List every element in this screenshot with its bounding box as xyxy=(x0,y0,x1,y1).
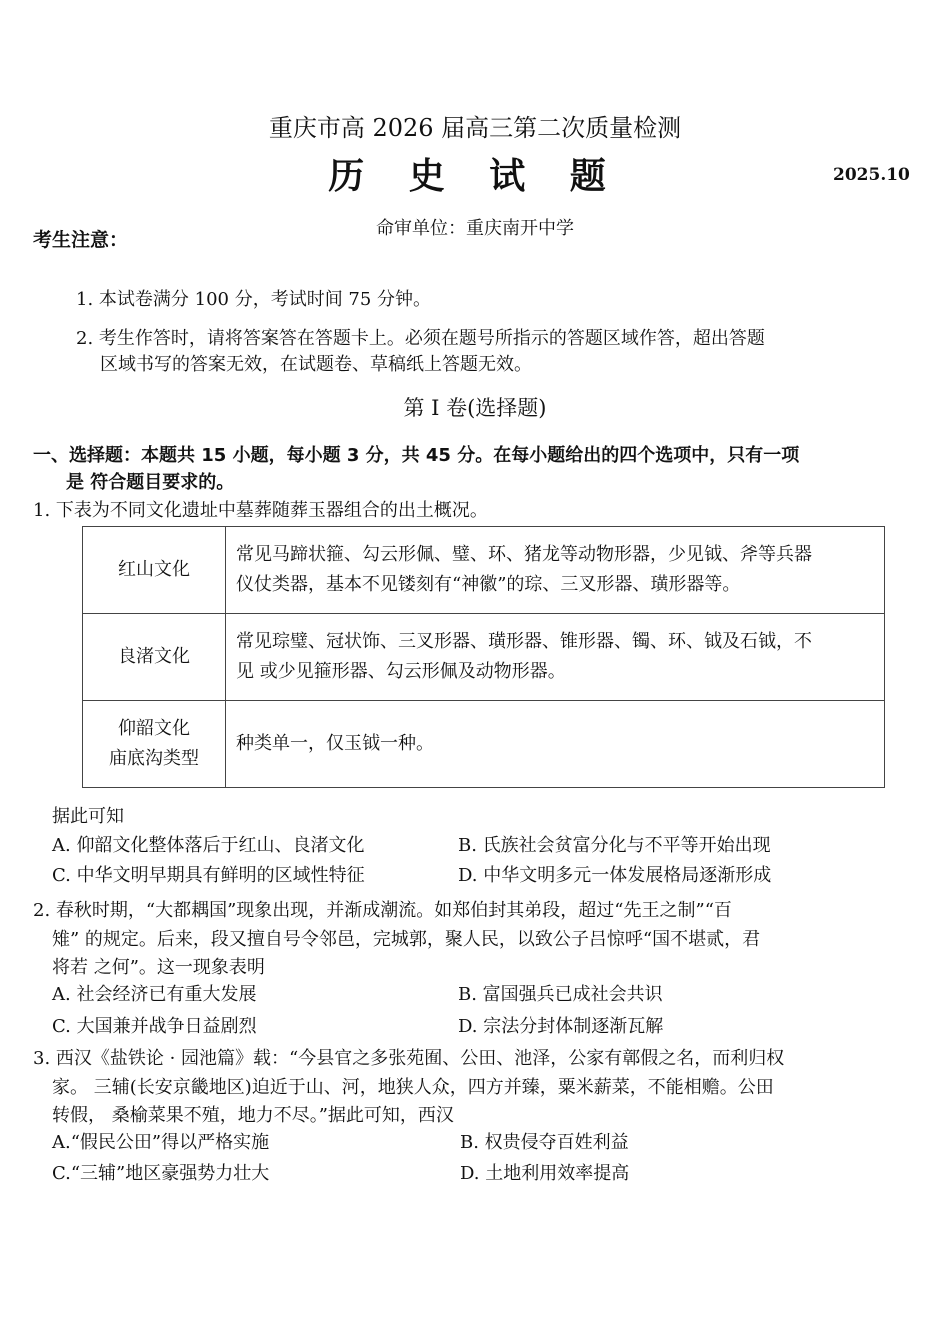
q2-line3: 将若 之何”。这一现象表明 xyxy=(52,957,265,978)
q3-option-c: C.“三辅”地区豪强势力壮大 xyxy=(52,1163,270,1184)
table-cell-culture: 良渚文化 xyxy=(83,614,226,701)
q2-option-a: A. 社会经济已有重大发展 xyxy=(52,984,257,1005)
q3-line2: 家。 三辅(长安京畿地区)迫近于山、河，地狭人众，四方并臻，粟米薪菜，不能相赡。公田 xyxy=(52,1077,774,1098)
q1-option-c: C. 中华文明早期具有鲜明的区域性特征 xyxy=(52,865,365,886)
table-cell-description: 种类单一，仅玉钺一种。 xyxy=(226,701,885,788)
q1-option-b: B. 氏族社会贫富分化与不平等开始出现 xyxy=(458,835,771,856)
q3-line3: 转假， 桑榆菜果不殖，地力不尽。”据此可知，西汉 xyxy=(52,1105,454,1126)
table-cell-culture: 红山文化 xyxy=(83,527,226,614)
notice-item-1: 1. 本试卷满分 100 分，考试时间 75 分钟。 xyxy=(76,289,432,310)
q3-option-b: B. 权贵侵夺百姓利益 xyxy=(460,1132,629,1153)
q1-option-d: D. 中华文明多元一体发展格局逐渐形成 xyxy=(458,865,772,886)
q1-table xyxy=(82,526,885,788)
notice-item-2-line2: 区域书写的答案无效，在试题卷、草稿纸上答题无效。 xyxy=(100,354,532,375)
section-title: 第 I 卷(选择题) xyxy=(403,396,547,420)
setter-unit: 命审单位：重庆南开中学 xyxy=(376,218,574,239)
q3-option-a: A.“假民公田”得以严格实施 xyxy=(52,1132,270,1153)
part1-instructions-line2: 是 符合题目要求的。 xyxy=(66,472,235,493)
exam-date: 2025.10 xyxy=(833,165,910,185)
exam-title: 重庆市高 2026 届高三第二次质量检测 xyxy=(268,114,682,142)
q1-stem: 1. 下表为不同文化遗址中墓葬随葬玉器组合的出土概况。 xyxy=(33,500,488,521)
q2-line2: 雉” 的规定。后来，段又擅自号令邻邑，完城郭，聚人民，以致公子吕惊呼“国不堪贰，君 xyxy=(52,929,761,950)
q2-line1: 2. 春秋时期，“大都耦国”现象出现，并渐成潮流。如郑伯封其弟段，超过“先王之制”“百 xyxy=(33,900,732,921)
q3-line1: 3. 西汉《盐铁论 · 园池篇》载：“今县官之多张苑囿、公田、池泽，公家有鄣假之名，而利归权 xyxy=(33,1048,785,1069)
subject-title: 历 史 试 题 xyxy=(328,155,622,197)
q2-option-b: B. 富国强兵已成社会共识 xyxy=(458,984,663,1005)
q3-option-d: D. 土地利用效率提高 xyxy=(460,1163,630,1184)
table-cell-culture: 仰韶文化 庙底沟类型 xyxy=(83,701,226,788)
table-row xyxy=(83,614,885,701)
q2-option-c: C. 大国兼并战争日益剧烈 xyxy=(52,1016,257,1037)
table-cell-description: 常见马蹄状箍、勾云形佩、璧、环、猪龙等动物形器，少见钺、斧等兵器 仪仗类器，基本不见镂刻有“神徽”的琮、三叉形器、璜形器等。 xyxy=(226,527,885,614)
q2-option-d: D. 宗法分封体制逐渐瓦解 xyxy=(458,1016,664,1037)
table-row xyxy=(83,701,885,788)
part1-instructions-line1: 一、选择题：本题共 15 小题，每小题 3 分，共 45 分。在每小题给出的四个选项中，只有一项 xyxy=(33,445,800,466)
table-cell-description: 常见琮璧、冠状饰、三叉形器、璜形器、锥形器、镯、环、钺及石钺，不 见 或少见箍形器、勾云形佩及动物形器。 xyxy=(226,614,885,701)
q1-lead: 据此可知 xyxy=(52,806,124,827)
notice-heading: 考生注意： xyxy=(33,229,129,251)
q1-option-a: A. 仰韶文化整体落后于红山、良渚文化 xyxy=(52,835,365,856)
notice-item-2-line1: 2. 考生作答时，请将答案答在答题卡上。必须在题号所指示的答题区域作答，超出答题 xyxy=(76,328,765,349)
table-row xyxy=(83,527,885,614)
